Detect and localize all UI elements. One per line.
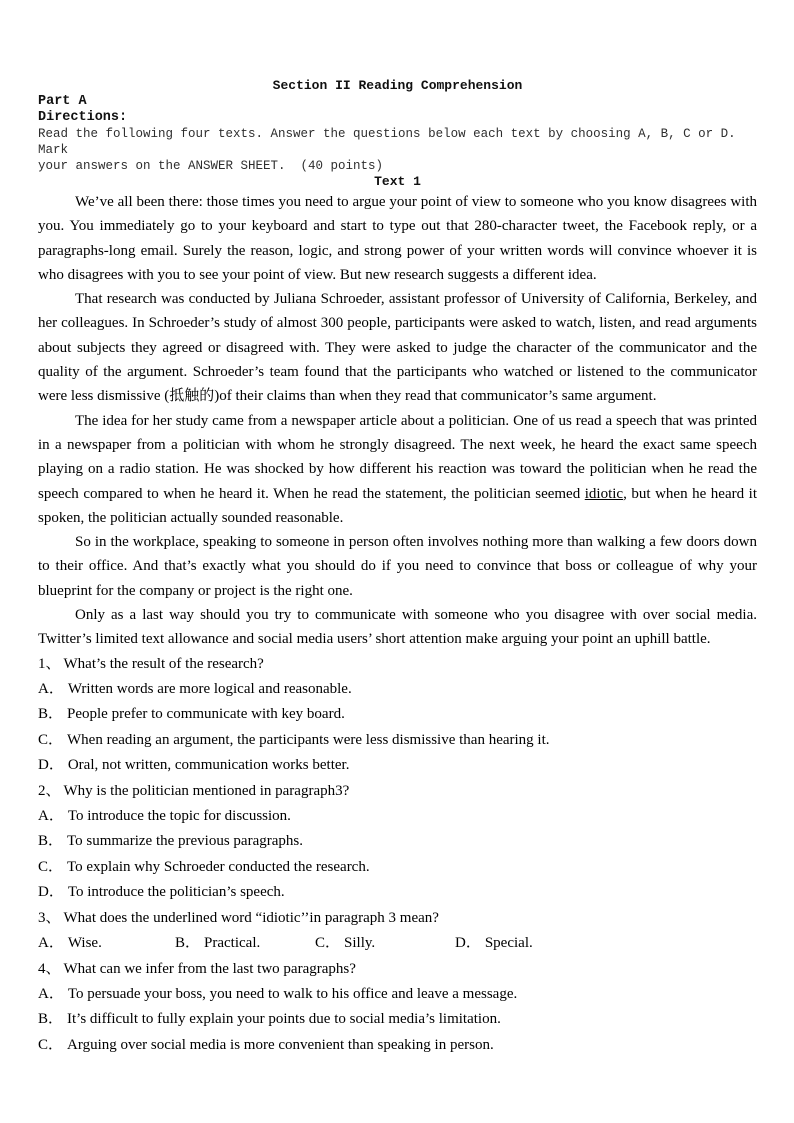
option-label: B．: [38, 706, 64, 723]
option-label: B．: [38, 833, 64, 850]
question-text: [38, 957, 757, 982]
question-text: [38, 652, 757, 677]
question-2: [38, 779, 757, 906]
option-c: [38, 728, 757, 753]
article-paragraph-5: Only as a last way should you try to communicate with someone who you disagree with over social media. Twitter’s limited text allowance and social media users’ short attention make arguing your point an uphill battle.: [38, 607, 757, 648]
question-text: [38, 779, 757, 804]
question-number: 2、: [38, 782, 61, 799]
option-a: [38, 982, 757, 1007]
option-c: [38, 855, 757, 880]
text-title: Text 1: [374, 174, 421, 189]
directions-line: Read the following four texts. Answer the questions below each text by choosing A, B, C or D. Mark: [38, 127, 744, 157]
option-label: B．: [38, 1011, 64, 1028]
option-label: B．: [175, 935, 201, 952]
option-d: [38, 753, 757, 778]
option-label: C．: [38, 1036, 64, 1053]
directions-label: Directions:: [38, 110, 128, 125]
question-text: [38, 906, 757, 931]
option-b: [38, 1007, 757, 1032]
section-title: Section II Reading Comprehension: [272, 78, 523, 93]
part-label: Part A: [38, 94, 87, 109]
option-b: [38, 702, 757, 727]
underlined-word: idiotic: [584, 485, 624, 502]
option-b: [38, 829, 757, 854]
option-label: C．: [38, 858, 64, 875]
option-a: [38, 677, 757, 702]
option-text: Practical.: [204, 935, 261, 952]
question-3: [38, 906, 757, 957]
paragraph-3-post: , but when he heard it spoken, the politician actually sounded reasonable.: [38, 485, 757, 526]
option-label: D．: [38, 757, 64, 774]
option-label: D．: [38, 884, 64, 901]
option-text: Wise.: [67, 935, 102, 952]
option-c: [315, 931, 455, 956]
option-text: To explain why Schroeder conducted the research.: [67, 858, 370, 875]
option-text: To introduce the topic for discussion.: [67, 808, 291, 825]
option-a: [38, 931, 175, 956]
option-d: [455, 931, 533, 956]
directions-line: your answers on the ANSWER SHEET. (40 points): [38, 159, 384, 173]
question-4: [38, 957, 757, 1059]
option-label: A．: [38, 985, 64, 1002]
option-a: [38, 804, 757, 829]
option-text: It’s difficult to fully explain your points due to social media’s limitation.: [67, 1011, 501, 1028]
option-label: A．: [38, 935, 64, 952]
article-paragraph-2: That research was conducted by Juliana Schroeder, assistant professor of University of California, Berkeley, and her colleagues. In Schroeder’s study of almost 300 people, participants were asked to watch, listen, and read arguments about subjects they agreed or disagreed with. They were asked to judge the character of the communicator and the quality of the argument. Schroeder’s team found that the participants who watched or listened to the communicator were less dismissive (抵触的)of their claims than when they read that communicator’s same argument.: [38, 291, 757, 405]
option-text: To persuade your boss, you need to walk to his office and leave a message.: [67, 985, 518, 1002]
article-paragraph-4: So in the workplace, speaking to someone in person often involves nothing more than walking a few doors down to their office. And that’s exactly what you should do if you need to convince that boss or colleague of why your blueprint for the company or project is the right one.: [38, 534, 757, 599]
question-stem: Why is the politician mentioned in paragraph3?: [63, 782, 350, 799]
question-stem: What does the underlined word “idiotic’’in paragraph 3 mean?: [63, 909, 439, 926]
option-label: D．: [455, 935, 481, 952]
option-text: Arguing over social media is more convenient than speaking in person.: [67, 1036, 494, 1053]
question-number: 1、: [38, 655, 61, 672]
option-text: Written words are more logical and reasonable.: [67, 681, 352, 698]
question-number: 3、: [38, 909, 61, 926]
option-label: A．: [38, 681, 64, 698]
option-text: Special.: [484, 935, 533, 952]
option-label: C．: [38, 731, 64, 748]
article-paragraph-3: [38, 409, 757, 530]
question-stem: What’s the result of the research?: [63, 655, 264, 672]
question-number: 4、: [38, 960, 61, 977]
option-label: C．: [315, 935, 341, 952]
question-1: [38, 652, 757, 779]
option-text: To summarize the previous paragraphs.: [67, 833, 303, 850]
option-text: Oral, not written, communication works better.: [67, 757, 350, 774]
paragraph-3-pre: The idea for her study came from a newspaper article about a politician. One of us read a speech that was printed in a newspaper from a politician with whom he strongly disagreed. The next week, he heard the exact same speech playing on a radio station. He was shocked by how different his reaction was toward the politician when he read the speech compared to when he heard it. When he read the statement, the politician seemed: [38, 412, 757, 502]
option-text: Silly.: [344, 935, 376, 952]
option-text: To introduce the politician’s speech.: [67, 884, 285, 901]
reading-passage: [38, 190, 757, 652]
options-row: [38, 931, 757, 956]
option-b: [175, 931, 315, 956]
option-label: A．: [38, 808, 64, 825]
article-paragraph-1: We’ve all been there: those times you need to argue your point of view to someone who you know disagrees with you. You immediately go to your keyboard and start to type out that 280-character tweet, the Facebook reply, or a paragraphs-long email. Surely the reason, logic, and strong power of your written words will convince whoever it is who disagrees with you to see your point of view. But new research suggests a different idea.: [38, 194, 757, 283]
option-d: [38, 880, 757, 905]
option-text: When reading an argument, the participants were less dismissive than hearing it.: [67, 731, 550, 748]
option-text: People prefer to communicate with key board.: [67, 706, 345, 723]
questions-section: [38, 652, 757, 1059]
document-header: [38, 78, 757, 190]
question-stem: What can we infer from the last two paragraphs?: [63, 960, 356, 977]
option-c: [38, 1033, 757, 1058]
